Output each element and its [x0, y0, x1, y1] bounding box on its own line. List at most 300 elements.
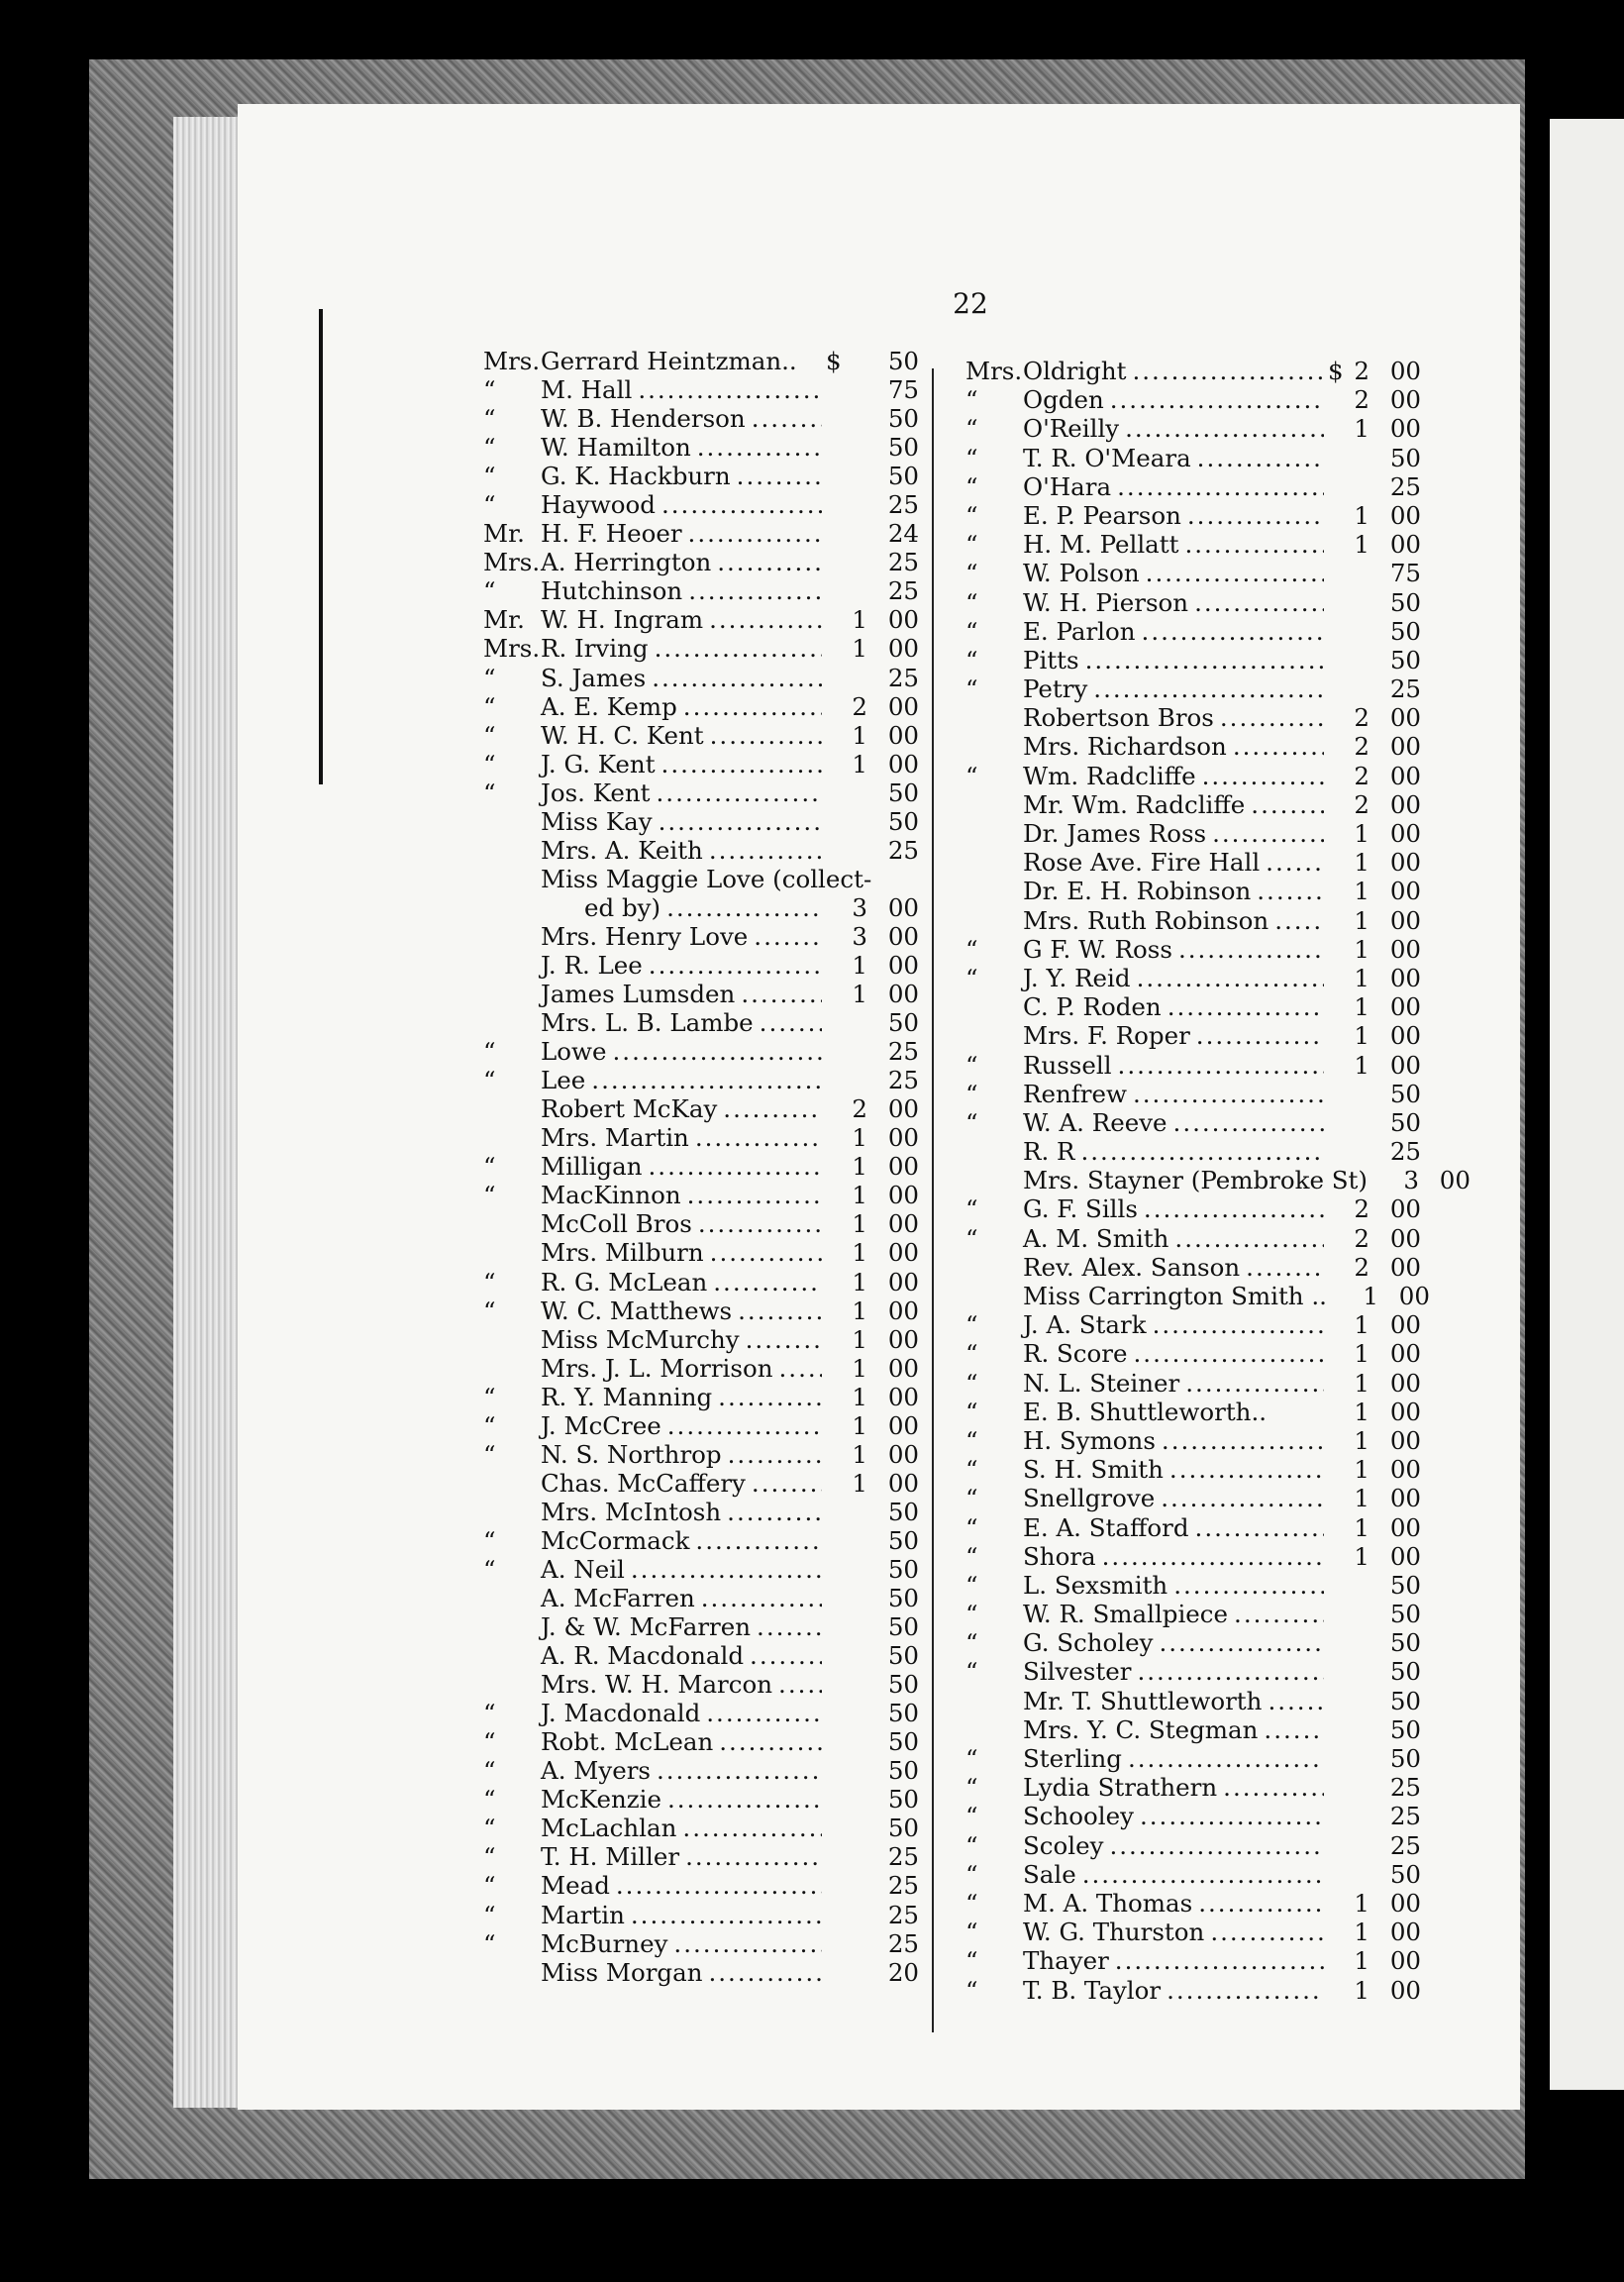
- entry-prefix: Mr.: [483, 605, 525, 635]
- leader-dots: [657, 778, 823, 807]
- entry-cents: 00: [1389, 1946, 1421, 1976]
- entry-cents: 25: [887, 1871, 919, 1901]
- entry-dollars: 2: [1354, 1252, 1370, 1282]
- leader-dots: [1153, 1310, 1324, 1339]
- entry-name: Miss Carrington Smith ..: [1023, 1282, 1327, 1310]
- list-item: [483, 347, 919, 375]
- list-item: [483, 1929, 919, 1958]
- entry-name: R. Irving: [541, 634, 649, 664]
- list-item: [483, 922, 919, 951]
- list-item: [965, 472, 1421, 501]
- entry-dollars: 1: [852, 1439, 867, 1469]
- list-item: [965, 1194, 1421, 1223]
- leader-dots: [708, 1958, 822, 1987]
- entry-name: E. P. Pearson: [1023, 500, 1181, 530]
- list-item: [965, 819, 1421, 848]
- leader-dots: [1210, 1918, 1324, 1946]
- entry-dollars: 1: [852, 1123, 867, 1153]
- entry-prefix: “: [965, 1194, 978, 1224]
- leader-dots: [667, 1785, 822, 1814]
- entry-prefix: “: [483, 433, 496, 463]
- entry-cents: 50: [1389, 1628, 1421, 1658]
- entry-cents: 00: [1439, 1166, 1471, 1195]
- entry-prefix: “: [483, 576, 496, 606]
- entry-cents: 00: [1389, 1918, 1421, 1947]
- leader-dots: [688, 576, 822, 605]
- list-item: [483, 1066, 919, 1094]
- leader-dots: [1246, 1253, 1324, 1282]
- leader-dots: [1117, 472, 1324, 501]
- leader-dots: [1264, 1715, 1324, 1744]
- list-item: [965, 1224, 1421, 1253]
- entry-name: J. R. Lee: [541, 950, 643, 980]
- entry-cents: 50: [887, 806, 919, 836]
- entry-dollars: 1: [1354, 1368, 1370, 1398]
- entry-cents: 25: [887, 1842, 919, 1872]
- entry-prefix: “: [965, 471, 978, 501]
- leader-dots: [688, 519, 822, 548]
- list-item: [965, 1513, 1421, 1542]
- entry-name: McLachlan: [541, 1814, 677, 1843]
- list-item: [483, 576, 919, 605]
- entry-cents: 00: [887, 1238, 919, 1268]
- entry-dollars: 1: [1354, 1455, 1370, 1485]
- entry-cents: 00: [887, 1468, 919, 1498]
- entry-prefix: “: [483, 1928, 496, 1958]
- leader-dots: [661, 750, 822, 778]
- entry-name: Scoley: [1023, 1830, 1104, 1860]
- list-item: [483, 721, 919, 750]
- entry-dollars: 1: [852, 1152, 867, 1182]
- entry-name: G. F. Sills: [1023, 1194, 1138, 1224]
- list-item: [965, 674, 1421, 703]
- entry-prefix: “: [965, 1600, 978, 1629]
- entry-name: W. H. C. Kent: [541, 720, 704, 750]
- entry-cents: 50: [1389, 1600, 1421, 1629]
- leader-dots: [1185, 1369, 1324, 1398]
- entry-dollars: 1: [1354, 934, 1370, 964]
- entry-prefix: “: [965, 530, 978, 560]
- entry-cents: 00: [887, 634, 919, 664]
- entry-dollars: 1: [1354, 1888, 1370, 1918]
- entry-name: R. G. McLean: [541, 1267, 708, 1297]
- leader-dots: [659, 807, 822, 836]
- entry-name: R. Y. Manning: [541, 1382, 713, 1411]
- list-item: [483, 1469, 919, 1498]
- entry-prefix: “: [965, 1946, 978, 1976]
- list-item: [965, 1021, 1421, 1050]
- entry-name: G. K. Hackburn: [541, 462, 731, 491]
- leader-dots: [1173, 1108, 1324, 1137]
- entry-cents: 00: [1389, 905, 1421, 935]
- entry-cents: 00: [1389, 1484, 1421, 1513]
- list-item: [483, 951, 919, 980]
- leader-dots: [1233, 732, 1324, 761]
- leader-dots: [779, 1354, 823, 1383]
- entry-name: E. Parlon: [1023, 616, 1136, 646]
- leader-dots: [1110, 385, 1324, 414]
- entry-name: G. Scholey: [1023, 1628, 1154, 1658]
- leader-dots: [1212, 819, 1324, 848]
- list-item: [965, 1080, 1421, 1108]
- entry-name: Sale: [1023, 1859, 1076, 1889]
- entry-prefix: “: [965, 1888, 978, 1918]
- entry-name: Schooley: [1023, 1802, 1134, 1831]
- leader-dots: [649, 951, 822, 980]
- leader-dots: [1137, 1657, 1324, 1686]
- entry-name: H. F. Heoer: [541, 519, 682, 549]
- entry-cents: 50: [887, 462, 919, 491]
- entry-cents: 00: [887, 1209, 919, 1239]
- list-item: [483, 1411, 919, 1440]
- leader-dots: [1132, 357, 1324, 385]
- entry-dollars: 1: [1354, 1541, 1370, 1571]
- list-item: [483, 605, 919, 634]
- entry-name: E. B. Shuttleworth..: [1023, 1397, 1268, 1426]
- entry-prefix: “: [965, 559, 978, 588]
- list-item: [965, 1946, 1421, 1975]
- entry-name: Mr. T. Shuttleworth: [1023, 1686, 1263, 1715]
- entry-cents: 50: [887, 1497, 919, 1526]
- leader-dots: [1234, 1600, 1324, 1628]
- entry-cents: 00: [1389, 530, 1421, 560]
- list-item: [965, 935, 1421, 964]
- entry-prefix: “: [965, 1455, 978, 1485]
- entry-dollars: 1: [852, 1382, 867, 1411]
- leader-dots: [1133, 1080, 1324, 1108]
- entry-dollars: 1: [852, 749, 867, 778]
- list-item: [483, 1756, 919, 1785]
- entry-name: H. M. Pellatt: [1023, 530, 1179, 560]
- entry-prefix: “: [483, 749, 496, 778]
- entry-name: W. H. Pierson: [1023, 587, 1189, 617]
- list-item: [483, 692, 919, 721]
- list-item: [483, 1297, 919, 1325]
- list-item: [483, 1238, 919, 1267]
- list-item: [965, 1108, 1421, 1137]
- leader-dots: [1109, 1831, 1324, 1860]
- entry-name: Milligan: [541, 1152, 643, 1182]
- entry-cents: 00: [887, 1123, 919, 1153]
- entry-name: Mrs. Martin: [541, 1123, 689, 1153]
- entry-prefix: “: [965, 616, 978, 646]
- entry-dollars: 1: [852, 980, 867, 1009]
- entry-prefix: Mrs.: [483, 347, 541, 375]
- leader-dots: [752, 1469, 822, 1498]
- list-item: [483, 519, 919, 548]
- entry-name: R. Score: [1023, 1339, 1128, 1369]
- entry-prefix: “: [483, 1871, 496, 1901]
- entry-dollars: 1: [852, 720, 867, 750]
- entry-cents: 50: [887, 1641, 919, 1671]
- entry-name: Mrs. W. H. Marcon: [541, 1670, 773, 1700]
- entry-cents: 75: [887, 375, 919, 405]
- dollar-sign: $: [826, 347, 842, 375]
- list-item: [965, 1166, 1471, 1195]
- entry-prefix: “: [965, 963, 978, 992]
- entry-cents: 00: [1389, 848, 1421, 878]
- entry-name: W. A. Reeve: [1023, 1107, 1167, 1137]
- entry-prefix: “: [483, 1900, 496, 1929]
- entry-cents: 00: [1389, 1223, 1421, 1253]
- entry-cents: 00: [1389, 934, 1421, 964]
- entry-cents: 00: [887, 1439, 919, 1469]
- entry-dollars: 3: [1403, 1166, 1419, 1195]
- leader-dots: [1115, 1946, 1324, 1975]
- leader-dots: [718, 1383, 822, 1411]
- entry-dollars: 2: [1354, 703, 1370, 733]
- entry-name: Mrs. Henry Love: [541, 921, 749, 951]
- list-item: [965, 732, 1421, 761]
- list-item: [483, 1641, 919, 1670]
- entry-dollars: 1: [1354, 877, 1370, 906]
- entry-cents: 00: [887, 691, 919, 721]
- list-item: [965, 964, 1421, 992]
- entry-name: Renfrew: [1023, 1079, 1127, 1108]
- entry-name: W. Polson: [1023, 559, 1140, 588]
- leader-dots: [1146, 559, 1324, 587]
- list-item: [483, 664, 919, 692]
- entry-cents: 50: [887, 433, 919, 463]
- entry-cents: 00: [887, 749, 919, 778]
- entry-dollars: 1: [852, 1209, 867, 1239]
- entry-cents: 00: [1389, 789, 1421, 819]
- facing-page-edge: [1550, 119, 1624, 2090]
- leader-dots: [1082, 1860, 1324, 1889]
- entry-name: Robert McKay: [541, 1094, 718, 1124]
- entry-prefix: “: [965, 1368, 978, 1398]
- entry-name: T. R. O'Meara: [1023, 443, 1191, 472]
- leader-dots: [1167, 1976, 1324, 2005]
- leader-dots: [1159, 1628, 1324, 1657]
- list-item: [483, 893, 919, 922]
- list-item: [965, 1628, 1421, 1657]
- entry-name: T. B. Taylor: [1023, 1975, 1162, 2005]
- list-item: [965, 1369, 1421, 1398]
- entry-name: Lydia Strathern: [1023, 1773, 1218, 1803]
- entry-dollars: 1: [852, 1267, 867, 1297]
- entry-cents: 25: [887, 835, 919, 865]
- list-item: [965, 877, 1421, 905]
- entry-prefix: “: [483, 1267, 496, 1297]
- entry-dollars: 1: [1354, 1512, 1370, 1542]
- entry-cents: 50: [1389, 1657, 1421, 1687]
- entry-name: Mrs. A. Keith: [541, 835, 703, 865]
- entry-name: A. E. Kemp: [541, 691, 677, 721]
- entry-dollars: 1: [1354, 1918, 1370, 1947]
- entry-name: Petry: [1023, 674, 1088, 704]
- entry-name: Chas. McCaffery: [541, 1468, 746, 1498]
- entry-dollars: 1: [1354, 963, 1370, 992]
- leader-dots: [666, 893, 822, 922]
- entry-name: H. Symons: [1023, 1425, 1156, 1455]
- entry-name: A. Myers: [541, 1756, 651, 1786]
- entry-name: Rose Ave. Fire Hall: [1023, 848, 1261, 878]
- leader-dots: [673, 1929, 822, 1958]
- entry-name: J. A. Stark: [1023, 1310, 1147, 1340]
- list-item: [483, 778, 919, 807]
- list-item: [965, 1831, 1421, 1860]
- entry-cents: 25: [1389, 1137, 1421, 1167]
- entry-prefix: “: [965, 1773, 978, 1803]
- entry-cents: 50: [1389, 616, 1421, 646]
- entry-dollars: 1: [1354, 1310, 1370, 1340]
- leader-dots: [713, 1268, 822, 1297]
- list-item: [483, 980, 919, 1008]
- entry-cents: 50: [1389, 1079, 1421, 1108]
- entry-cents: 50: [887, 778, 919, 807]
- leader-dots: [709, 605, 822, 634]
- dollar-sign: $: [1328, 357, 1344, 385]
- entry-dollars: 1: [1354, 1975, 1370, 2005]
- leader-dots: [1202, 762, 1324, 790]
- entry-dollars: 1: [1354, 992, 1370, 1022]
- leader-dots: [709, 836, 822, 865]
- entry-name: J. Macdonald: [541, 1699, 701, 1728]
- entry-cents: 00: [1389, 1975, 1421, 2005]
- entry-cents: 50: [887, 1727, 919, 1757]
- entry-name: A. McFarren: [541, 1584, 695, 1613]
- list-item: [483, 548, 919, 576]
- entry-dollars: 1: [1354, 1339, 1370, 1369]
- entry-prefix: “: [965, 1310, 978, 1340]
- entry-name: J. G. Kent: [541, 749, 656, 778]
- entry-cents: 00: [1389, 1455, 1421, 1485]
- entry-cents: 00: [1389, 1541, 1421, 1571]
- entry-name: G F. W. Ross: [1023, 934, 1172, 964]
- entry-name: Pitts: [1023, 645, 1079, 674]
- entry-prefix: “: [483, 1842, 496, 1872]
- entry-name: Thayer: [1023, 1946, 1109, 1976]
- entry-prefix: “: [965, 1107, 978, 1137]
- list-item: [483, 404, 919, 433]
- list-item: [483, 1325, 919, 1354]
- entry-name: Mrs. McIntosh: [541, 1497, 722, 1526]
- entry-name: Mrs. Richardson: [1023, 732, 1227, 762]
- entry-cents: 50: [887, 1785, 919, 1815]
- entry-prefix: “: [483, 663, 496, 692]
- entry-dollars: 2: [1354, 732, 1370, 762]
- leader-dots: [667, 1411, 822, 1440]
- entry-name: McCormack: [541, 1525, 690, 1555]
- entry-prefix: “: [483, 1410, 496, 1440]
- entry-dollars: 2: [1354, 357, 1370, 385]
- entry-dollars: 1: [1354, 1425, 1370, 1455]
- list-item: [483, 1094, 919, 1123]
- list-item: [483, 750, 919, 778]
- entry-prefix: “: [965, 1657, 978, 1687]
- list-item: [965, 588, 1421, 617]
- entry-dollars: 1: [852, 1324, 867, 1354]
- entry-cents: 50: [887, 1554, 919, 1584]
- entry-dollars: 1: [852, 950, 867, 980]
- entry-name: Mrs. Milburn: [541, 1238, 704, 1268]
- leader-dots: [701, 1584, 822, 1612]
- list-item: [483, 1268, 919, 1297]
- entry-cents: 50: [887, 404, 919, 434]
- entry-prefix: “: [965, 674, 978, 704]
- entry-prefix: “: [965, 587, 978, 617]
- entry-prefix: “: [965, 414, 978, 444]
- margin-rule: [319, 309, 323, 784]
- list-item: [965, 992, 1421, 1021]
- list-item: [483, 375, 919, 404]
- entry-cents: 50: [887, 1584, 919, 1613]
- entry-cents: 50: [887, 1612, 919, 1642]
- entry-cents: 00: [887, 605, 919, 635]
- leader-dots: [1142, 617, 1324, 646]
- entry-name: Russell: [1023, 1050, 1112, 1080]
- leader-dots: [683, 692, 822, 721]
- list-item: [483, 1958, 919, 1987]
- entry-prefix: “: [965, 761, 978, 790]
- leader-dots: [1093, 674, 1324, 703]
- list-item: [965, 1571, 1421, 1600]
- entry-name: W. R. Smallpiece: [1023, 1600, 1229, 1629]
- leader-dots: [1085, 646, 1324, 674]
- leader-dots: [737, 462, 822, 490]
- entry-prefix: “: [483, 462, 496, 491]
- list-item: [483, 1814, 919, 1842]
- list-item: [965, 385, 1421, 414]
- list-item: [483, 1152, 919, 1181]
- list-item: [483, 1699, 919, 1727]
- entry-name: Hutchinson: [541, 576, 683, 606]
- leader-dots: [1134, 1339, 1325, 1368]
- entry-cents: 25: [1389, 471, 1421, 501]
- entry-prefix: “: [483, 1037, 496, 1067]
- entry-name: M. A. Thomas: [1023, 1888, 1193, 1918]
- leader-dots: [1251, 790, 1324, 819]
- entry-cents: 00: [1389, 1512, 1421, 1542]
- entry-prefix: “: [483, 1181, 496, 1210]
- list-item: [483, 836, 919, 865]
- entry-cents: 00: [887, 1353, 919, 1383]
- entry-cents: 00: [887, 1296, 919, 1325]
- list-item: [483, 1555, 919, 1584]
- entry-cents: 00: [1389, 1021, 1421, 1051]
- leader-dots: [687, 1181, 822, 1209]
- entry-prefix: “: [965, 443, 978, 472]
- leader-dots: [652, 664, 822, 692]
- entry-cents: 50: [887, 1008, 919, 1038]
- leader-dots: [655, 634, 822, 663]
- entry-dollars: 2: [1354, 761, 1370, 790]
- entry-dollars: 1: [852, 1296, 867, 1325]
- leader-dots: [1140, 1802, 1324, 1830]
- leader-dots: [719, 1727, 822, 1756]
- entry-dollars: 1: [852, 605, 867, 635]
- entry-prefix: “: [965, 1223, 978, 1253]
- entry-dollars: 1: [1354, 1946, 1370, 1976]
- entry-cents: 00: [887, 980, 919, 1009]
- list-item: [483, 490, 919, 519]
- entry-name: Mrs. Y. C. Stegman: [1023, 1714, 1259, 1744]
- list-item: [965, 1976, 1421, 2005]
- entry-name: N. L. Steiner: [1023, 1368, 1180, 1398]
- entry-cents: 75: [1389, 559, 1421, 588]
- entry-prefix: “: [965, 1975, 978, 2005]
- leader-dots: [649, 1152, 823, 1181]
- leader-dots: [1174, 1224, 1324, 1253]
- leader-dots: [1162, 1426, 1324, 1455]
- entry-prefix: “: [965, 1397, 978, 1426]
- entry-cents: 25: [887, 1900, 919, 1929]
- entry-cents: 50: [1389, 1107, 1421, 1137]
- entry-name: O'Reilly: [1023, 414, 1120, 444]
- entry-name: E. A. Stafford: [1023, 1512, 1189, 1542]
- leader-dots: [1274, 906, 1324, 935]
